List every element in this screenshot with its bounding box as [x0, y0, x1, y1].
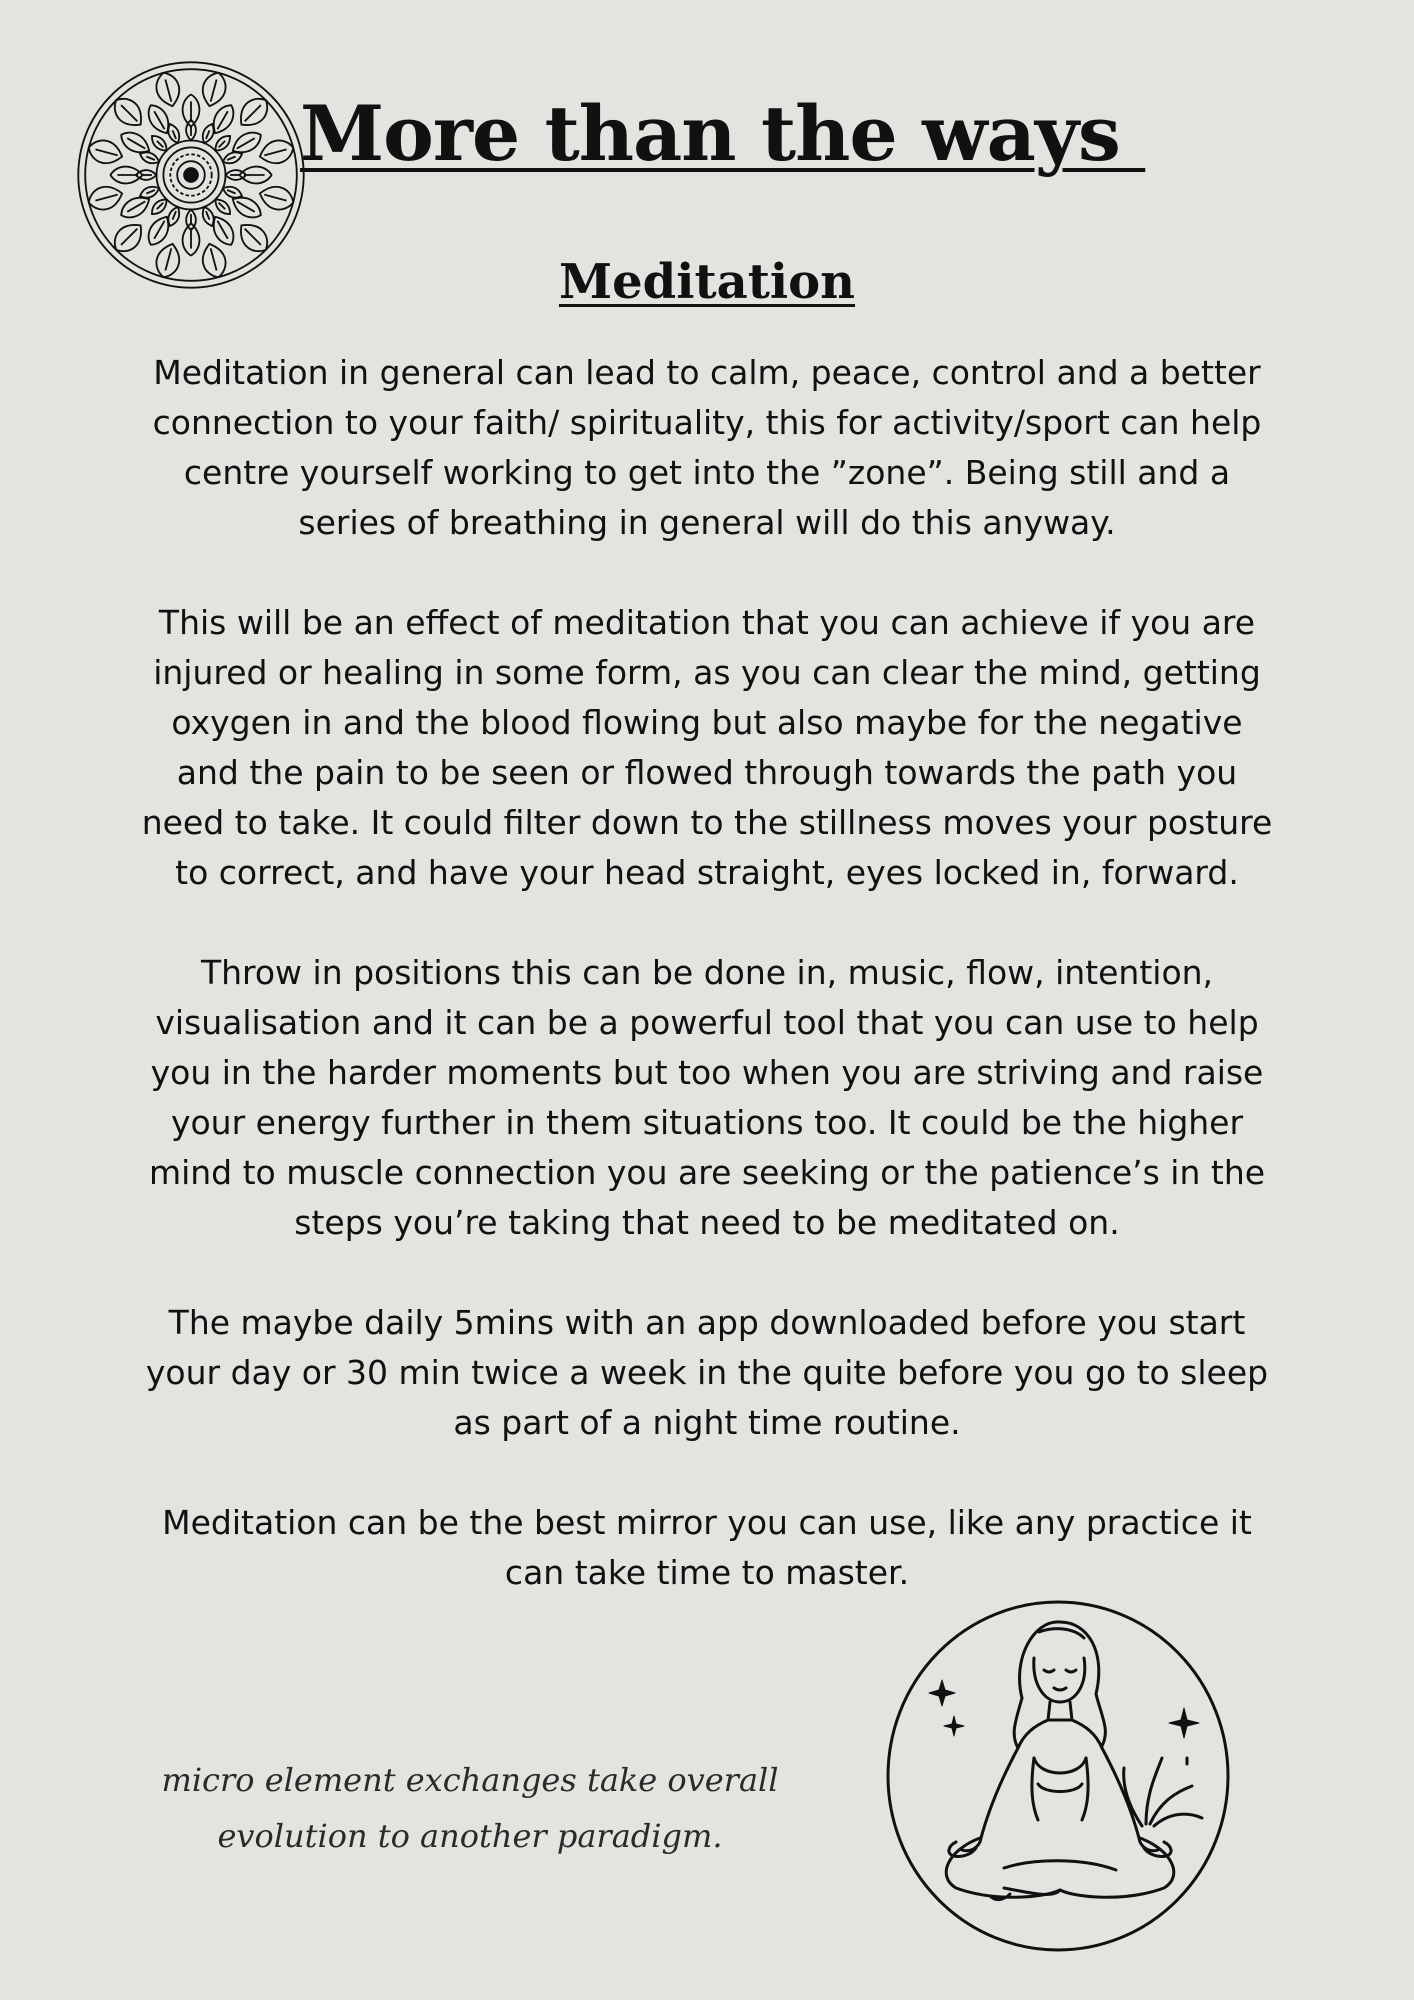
meditating-woman-icon	[884, 1598, 1232, 1954]
page-title: More than the ways	[300, 89, 1146, 178]
body-text	[140, 348, 1274, 1648]
paragraph: The maybe daily 5mins with an app downloaded before you start your day or 30 min twice a week in the quite before you go to sleep as part of a night time routine.	[145, 1303, 1269, 1442]
paragraph: This will be an effect of meditation that you can achieve if you are injured or healing in some form, as you can clear the mind, getting oxygen in and the blood flowing but also maybe for the negative and the pain to be seen or flowed through towards the path you need to take. It could filter down to the stillness moves your posture to correct, and have your head straight, eyes locked in, forward.	[141, 603, 1273, 892]
footer-quote: micro element exchanges take overall evolution to another paradigm.	[161, 1761, 779, 1855]
paragraph: Meditation can be the best mirror you can use, like any practice it can take time to master.	[162, 1503, 1252, 1592]
section-title: Meditation	[558, 254, 856, 310]
paragraph: Throw in positions this can be done in, music, flow, intention, visualisation and it can be a powerful tool that you can use to help you in the harder moments but too when you are striving and raise your energy further in them situations too. It could be the higher mind to muscle connection you are seeking or the patience’s in the steps you’re taking that need to be meditated on.	[148, 953, 1266, 1242]
paragraph: Meditation in general can lead to calm, peace, control and a better connection to your faith/ spirituality, this for activity/sport can help centre yourself working to get into the ”zone”. Being still and a series of breathing in general will do this anyway.	[152, 353, 1262, 542]
